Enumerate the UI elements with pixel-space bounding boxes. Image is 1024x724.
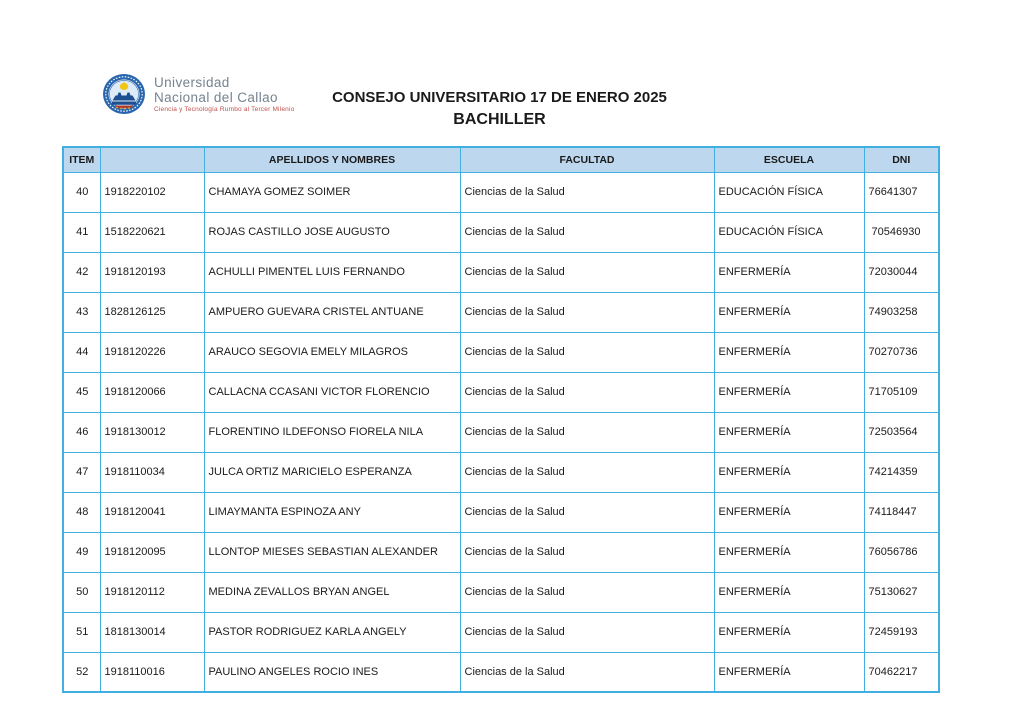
cell-codigo: 1918110034 [100,452,204,492]
cell-codigo: 1828126125 [100,292,204,332]
cell-codigo: 1918220102 [100,172,204,212]
column-header-escuela: ESCUELA [714,147,864,172]
cell-nombres: ARAUCO SEGOVIA EMELY MILAGROS [204,332,460,372]
cell-codigo: 1518220621 [100,212,204,252]
cell-dni: 74118447 [864,492,939,532]
table-row [63,612,939,652]
table-row [63,452,939,492]
cell-facultad: Ciencias de la Salud [460,492,714,532]
cell-item: 49 [63,532,100,572]
column-header-nombres: APELLIDOS Y NOMBRES [204,147,460,172]
cell-facultad: Ciencias de la Salud [460,412,714,452]
cell-dni: 70462217 [864,652,939,692]
document-subtitle: BACHILLER [453,111,546,128]
cell-nombres: CALLACNA CCASANI VICTOR FLORENCIO [204,372,460,412]
cell-escuela: ENFERMERÍA [714,652,864,692]
cell-nombres: CHAMAYA GOMEZ SOIMER [204,172,460,212]
cell-codigo: 1918130012 [100,412,204,452]
table-row [63,572,939,612]
table-row [63,412,939,452]
table-row [63,372,939,412]
cell-dni: 74214359 [864,452,939,492]
cell-codigo: 1918120193 [100,252,204,292]
cell-codigo: 1918120112 [100,572,204,612]
cell-item: 41 [63,212,100,252]
cell-nombres: AMPUERO GUEVARA CRISTEL ANTUANE [204,292,460,332]
cell-item: 47 [63,452,100,492]
cell-escuela: ENFERMERÍA [714,372,864,412]
table-row [63,332,939,372]
cell-item: 51 [63,612,100,652]
table-row [63,652,939,692]
cell-nombres: PAULINO ANGELES ROCIO INES [204,652,460,692]
table-row [63,212,939,252]
cell-dni: 71705109 [864,372,939,412]
document-header [62,89,937,129]
cell-item: 46 [63,412,100,452]
column-header-dni: DNI [864,147,939,172]
bachiller-table-container [62,146,938,693]
document-title: CONSEJO UNIVERSITARIO 17 DE ENERO 2025 [332,89,667,106]
table-row [63,492,939,532]
table-row [63,532,939,572]
cell-nombres: ACHULLI PIMENTEL LUIS FERNANDO [204,252,460,292]
column-header-item: ITEM [63,147,100,172]
column-header-codigo [100,147,204,172]
cell-facultad: Ciencias de la Salud [460,292,714,332]
cell-item: 52 [63,652,100,692]
cell-item: 45 [63,372,100,412]
cell-facultad: Ciencias de la Salud [460,452,714,492]
cell-escuela: EDUCACIÓN FÍSICA [714,212,864,252]
cell-codigo: 1918120095 [100,532,204,572]
cell-item: 42 [63,252,100,292]
cell-facultad: Ciencias de la Salud [460,532,714,572]
table-row [63,292,939,332]
cell-item: 44 [63,332,100,372]
cell-nombres: FLORENTINO ILDEFONSO FIORELA NILA [204,412,460,452]
cell-escuela: ENFERMERÍA [714,452,864,492]
cell-codigo: 1918120066 [100,372,204,412]
cell-escuela: ENFERMERÍA [714,412,864,452]
cell-nombres: LIMAYMANTA ESPINOZA ANY [204,492,460,532]
cell-dni: 70270736 [864,332,939,372]
cell-item: 48 [63,492,100,532]
cell-escuela: ENFERMERÍA [714,492,864,532]
cell-nombres: JULCA ORTIZ MARICIELO ESPERANZA [204,452,460,492]
table-row [63,252,939,292]
cell-item: 50 [63,572,100,612]
cell-item: 43 [63,292,100,332]
cell-facultad: Ciencias de la Salud [460,252,714,292]
cell-facultad: Ciencias de la Salud [460,652,714,692]
table-row [63,172,939,212]
cell-dni: 72459193 [864,612,939,652]
cell-dni: 70546930 [864,212,939,252]
bachiller-table [62,146,940,693]
cell-dni: 72030044 [864,252,939,292]
university-tagline: Ciencia y Tecnología Rumbo al Tercer Milenio [154,106,295,113]
cell-codigo: 1818130014 [100,612,204,652]
cell-item: 40 [63,172,100,212]
results-table-body [63,172,939,692]
cell-facultad: Ciencias de la Salud [460,212,714,252]
cell-nombres: MEDINA ZEVALLOS BRYAN ANGEL [204,572,460,612]
cell-nombres: LLONTOP MIESES SEBASTIAN ALEXANDER [204,532,460,572]
cell-facultad: Ciencias de la Salud [460,372,714,412]
cell-codigo: 1918120226 [100,332,204,372]
cell-escuela: EDUCACIÓN FÍSICA [714,172,864,212]
cell-escuela: ENFERMERÍA [714,612,864,652]
cell-escuela: ENFERMERÍA [714,332,864,372]
cell-nombres: ROJAS CASTILLO JOSE AUGUSTO [204,212,460,252]
cell-nombres: PASTOR RODRIGUEZ KARLA ANGELY [204,612,460,652]
cell-codigo: 1918120041 [100,492,204,532]
cell-escuela: ENFERMERÍA [714,572,864,612]
cell-facultad: Ciencias de la Salud [460,332,714,372]
university-name-line2: Nacional del Callao [154,89,278,105]
table-header [63,147,939,172]
cell-facultad: Ciencias de la Salud [460,612,714,652]
cell-dni: 76641307 [864,172,939,212]
cell-escuela: ENFERMERÍA [714,292,864,332]
cell-codigo: 1918110016 [100,652,204,692]
cell-escuela: ENFERMERÍA [714,252,864,292]
cell-facultad: Ciencias de la Salud [460,172,714,212]
cell-dni: 76056786 [864,532,939,572]
university-name-line1: Universidad [154,75,230,90]
cell-dni: 72503564 [864,412,939,452]
table-header-row [63,147,939,172]
column-header-facultad: FACULTAD [460,147,714,172]
cell-escuela: ENFERMERÍA [714,532,864,572]
cell-dni: 75130627 [864,572,939,612]
cell-facultad: Ciencias de la Salud [460,572,714,612]
cell-dni: 74903258 [864,292,939,332]
